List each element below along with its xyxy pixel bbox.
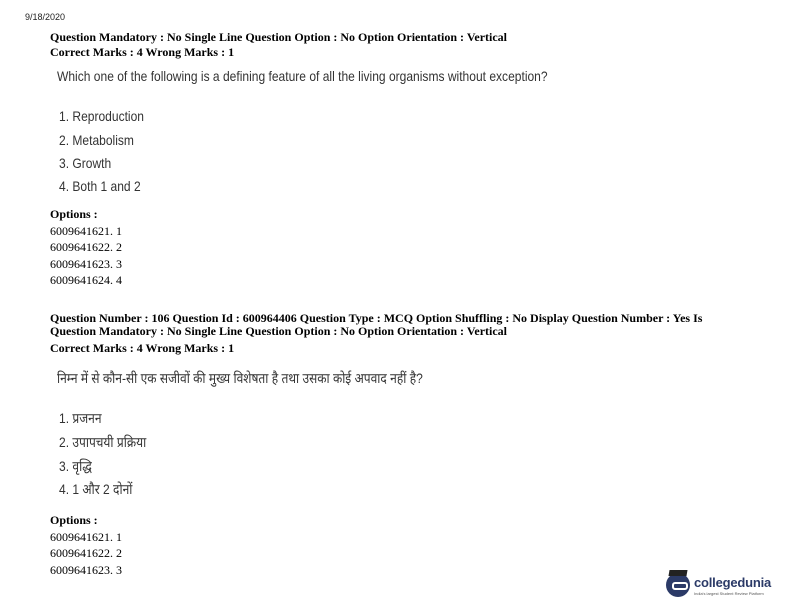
q1-option-id-3: 6009641623. 3 <box>50 257 122 271</box>
q2-option-2: 2. उपापचयी प्रक्रिया <box>59 434 147 450</box>
q1-question-text: Which one of the following is a defining feature of all the living organisms without exception? <box>57 68 548 84</box>
q1-option-2: 2. Metabolism <box>59 132 134 148</box>
q1-option-4: 4. Both 1 and 2 <box>59 178 141 194</box>
q1-option-id-4: 6009641624. 4 <box>50 273 122 287</box>
q2-option-id-2: 6009641622. 2 <box>50 546 122 560</box>
q2-option-4: 4. 1 और 2 दोनों <box>59 481 133 497</box>
q1-meta-line2: Correct Marks : 4 Wrong Marks : 1 <box>50 45 235 59</box>
q1-meta-line1: Question Mandatory : No Single Line Question Option : No Option Orientation : Vertical <box>50 30 508 44</box>
q1-options-label: Options : <box>50 207 98 221</box>
q2-option-id-3: 6009641623. 3 <box>50 563 122 577</box>
q2-option-id-1: 6009641621. 1 <box>50 530 122 544</box>
q1-option-id-1: 6009641621. 1 <box>50 224 122 238</box>
q2-question-text: निम्न में से कौन-सी एक सजीवों की मुख्य विशेषता है तथा उसका कोई अपवाद नहीं है? <box>57 370 423 386</box>
q2-option-1: 1. प्रजनन <box>59 410 102 426</box>
q1-option-id-2: 6009641622. 2 <box>50 240 122 254</box>
q2-meta-line1: Question Number : 106 Question Id : 600964406 Question Type : MCQ Option Shuffling : No Display Question Number : Yes Is <box>50 311 703 325</box>
q1-option-3: 3. Growth <box>59 155 112 171</box>
q2-options-label: Options : <box>50 513 98 527</box>
q1-option-1: 1. Reproduction <box>59 108 145 124</box>
q2-meta-line2: Question Mandatory : No Single Line Question Option : No Option Orientation : Vertical <box>50 324 508 338</box>
logo-tagline: India's largest Student Review Platform <box>694 590 764 596</box>
collegedunia-logo <box>666 568 778 602</box>
print-date: 9/18/2020 <box>25 12 66 22</box>
q2-meta-line3: Correct Marks : 4 Wrong Marks : 1 <box>50 341 235 355</box>
q2-option-3: 3. वृद्धि <box>59 458 92 474</box>
logo-name: collegedunia <box>694 574 772 590</box>
graduate-icon <box>666 573 690 597</box>
